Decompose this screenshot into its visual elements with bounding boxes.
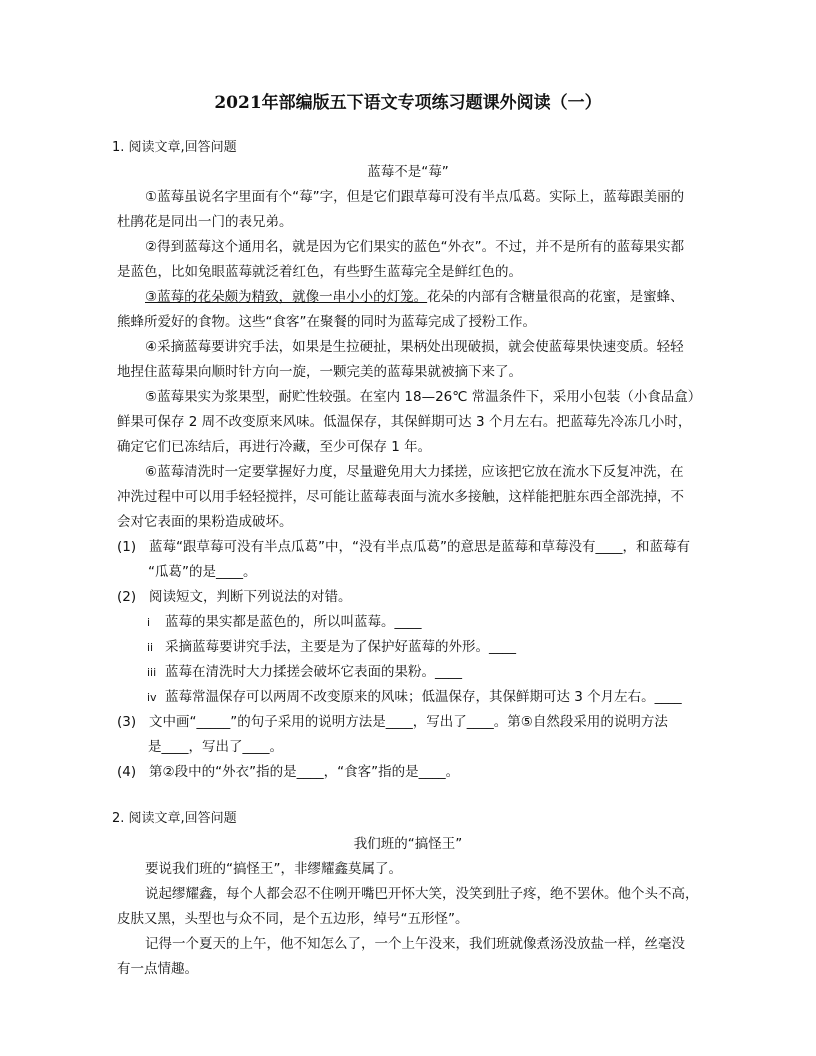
judgement-text: 蓝莓在清洗时大力揉搓会破坏它表面的果粉。____ bbox=[165, 664, 462, 680]
passage-2-line: 有一点情趣。 bbox=[117, 961, 198, 977]
passage-2-line: 记得一个夏天的上午，他不知怎么了，一个上午没来，我们班就像煮汤没放盐一样，丝毫没 bbox=[145, 936, 685, 952]
question-2-heading: 2. 阅读文章,回答问题 bbox=[112, 811, 237, 826]
passage-1-line: ②得到蓝莓这个通用名，就是因为它们果实的蓝色“外衣”。不过，并不是所有的蓝莓果实都 bbox=[145, 239, 685, 255]
sub-question-3 bbox=[117, 710, 668, 730]
question-1-heading: 1. 阅读文章,回答问题 bbox=[112, 140, 237, 155]
sub-question-1-cont: “瓜葛”的是____。 bbox=[148, 564, 257, 580]
document-title: 2021年部编版五下语文专项练习题课外阅读（一） bbox=[214, 93, 602, 113]
sub-question-number: (2) bbox=[117, 589, 137, 605]
passage-1-line bbox=[145, 285, 684, 305]
passage-1-line: ⑥蓝莓清洗时一定要掌握好力度，尽量避免用大力揉搓，应该把它放在流水下反复冲洗，在 bbox=[145, 464, 684, 480]
passage-1-line: 是蓝色，比如兔眼蓝莓就泛着红色，有些野生蓝莓完全是鲜红色的。 bbox=[117, 264, 522, 280]
sub-question-text: 蓝莓“跟草莓可没有半点瓜葛”中，“没有半点瓜葛”的意思是蓝莓和草莓没有____，和蓝莓有 bbox=[149, 539, 690, 555]
sub-question-text: 第②段中的“外衣”指的是____，“食客”指的是____。 bbox=[149, 764, 460, 780]
underlined-sentence: ③蓝莓的花朵颇为精致，就像一串小小的灯笼。 bbox=[145, 289, 428, 305]
passage-1-line: 熊蜂所爱好的食物。这些“食客”在聚餐的同时为蓝莓完成了授粉工作。 bbox=[117, 314, 536, 330]
passage-2-line: 要说我们班的“搞怪王”，非缪耀鑫莫属了。 bbox=[145, 861, 402, 877]
passage-1-line: 会对它表面的果粉造成破坏。 bbox=[117, 514, 293, 530]
passage-1-line: ④采摘蓝莓要讲究手法，如果是生拉硬扯，果柄处出现破损，就会使蓝莓果快速变质。轻轻 bbox=[145, 339, 684, 355]
passage-2-title: 我们班的“搞怪王” bbox=[353, 836, 463, 852]
passage-1-title: 蓝莓不是“莓” bbox=[367, 164, 449, 180]
passage-1-line: ⑤蓝莓果实为浆果型，耐贮性较强。在室内 18—26℃ 常温条件下，采用小包装（小食品盒） bbox=[145, 389, 702, 405]
sub-question-4 bbox=[117, 760, 459, 780]
passage-2-line: 说起缪耀鑫，每个人都会忍不住咧开嘴巴开怀大笑，没笑到肚子疼，绝不罢休。他个头不高， bbox=[145, 886, 699, 902]
roman-numeral: i bbox=[147, 616, 151, 629]
sub-question-text: 文中画“_____”的句子采用的说明方法是____，写出了____。第⑤自然段采用的说明方法 bbox=[149, 714, 668, 730]
passage-1-text: 花朵的内部有含糖量很高的花蜜，是蜜蜂、 bbox=[427, 289, 684, 305]
passage-1-line: 鲜果可保存 2 周不改变原来风味。低温保存，其保鲜期可达 3 个月左右。把蓝莓先冷冻几小时， bbox=[117, 414, 692, 430]
judgement-item bbox=[147, 660, 462, 680]
judgement-text: 采摘蓝莓要讲究手法，主要是为了保护好蓝莓的外形。____ bbox=[165, 639, 516, 655]
judgement-text: 蓝莓常温保存可以两周不改变原来的风味；低温保存，其保鲜期可达 3 个月左右。____ bbox=[165, 689, 682, 705]
sub-question-number: (4) bbox=[117, 764, 137, 780]
passage-2-line: 皮肤又黑，头型也与众不同，是个五边形，绰号“五形怪”。 bbox=[117, 911, 469, 927]
sub-question-number: (3) bbox=[117, 714, 137, 730]
roman-numeral: iii bbox=[147, 666, 157, 679]
passage-1-line: 确定它们已冻结后，再进行冷藏，至少可保存 1 年。 bbox=[117, 439, 432, 455]
sub-question-number: (1) bbox=[117, 539, 137, 555]
judgement-item bbox=[147, 635, 516, 655]
judgement-item bbox=[147, 610, 422, 630]
passage-1-line: 杜鹃花是同出一门的表兄弟。 bbox=[117, 214, 293, 230]
passage-1-line: 地捏住蓝莓果向顺时针方向一旋，一颗完美的蓝莓果就被摘下来了。 bbox=[117, 364, 522, 380]
judgement-text: 蓝莓的果实都是蓝色的，所以叫蓝莓。____ bbox=[165, 614, 422, 630]
passage-1-line: 冲洗过程中可以用手轻轻搅拌，尽可能让蓝莓表面与流水多接触，这样能把脏东西全部洗掉，不 bbox=[117, 489, 684, 505]
sub-question-3-cont: 是____，写出了____。 bbox=[148, 739, 283, 755]
sub-question-1 bbox=[117, 535, 690, 555]
sub-question-text: 阅读短文，判断下列说法的对错。 bbox=[149, 589, 352, 605]
roman-numeral: iv bbox=[147, 691, 157, 704]
passage-1-line: ①蓝莓虽说名字里面有个“莓”字，但是它们跟草莓可没有半点瓜葛。实际上，蓝莓跟美丽的 bbox=[145, 189, 685, 205]
sub-question-2 bbox=[117, 585, 352, 605]
roman-numeral: ii bbox=[147, 641, 154, 654]
judgement-item bbox=[147, 685, 682, 705]
